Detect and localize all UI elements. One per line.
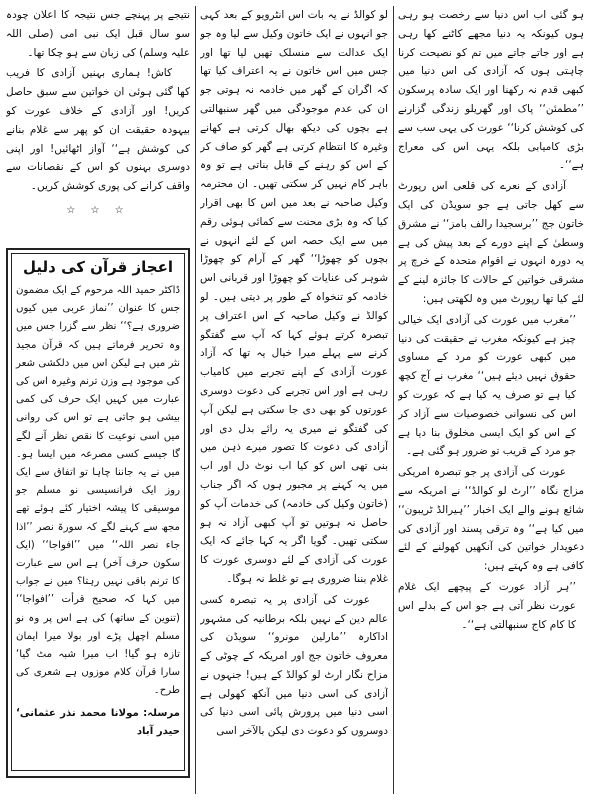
column-right (398, 6, 584, 794)
paragraph: آزادی کے نعرے کی قلعی اس رپورٹ سے کھل جاتی ہے جو سویڈن کی ایک خاتون جج ’’برسجیدا رالف بامز‘‘ نے مشرق وسطیٰ کے اپنے دورے کے بعد پیش کی ہے یہ دورہ انہوں نے اقوام متحدہ کے خرچ پر مشرقی خواتین کے حالات کا جائزہ لینے کے لئے کیا تھا رپورٹ میں وہ لکھتی ہیں: (398, 180, 584, 305)
article-title: اعجاز قرآن کی دلیل (23, 258, 173, 276)
paragraph: عورت کی آزادی پر جو تبصرہ امریکی مزاج نگاہ ’’ارٹ لو کوالڈ‘‘ نے امریکہ سے شائع ہونے والے ایک اخبار ’’ہیرالڈ ٹریبون‘‘ میں کیا ہے‘‘ وہ ترقی پسند اور آزادی کی دعویدار خواتین کی آنکھیں کھولنے کے لئے کافی ہے وہ کہتے ہیں: (398, 466, 584, 573)
paragraph: ہو گئی اب اس دنیا سے رخصت ہو رہی ہوں کیونکہ یہ دنیا مجھے کاٹنے کھا رہی ہے اور جاتے جاتے میں تم کو نصیحت کرنا چاہتی ہوں کہ آزادی کی اس دنیا میں کبھی قدم نہ رکھنا اور ایک سادہ پرسکون ’’مطمئن‘‘ پاک اور گھریلو زندگی گزارنے کی کوشش کرنا‘‘ عورت کی یہی سب سے بڑی کامیابی بلکہ یہی اس کی معراج ہے‘‘۔ (398, 9, 584, 172)
column-middle (200, 6, 388, 794)
block-quote: ’’ہر آزاد عورت کے پیچھے ایک غلام عورت نظر آتی ہے جو اس کے بدلے اس کا کام کاج سنبھالتی ہے‘‘۔ (398, 580, 576, 631)
column-left (6, 6, 190, 244)
boxed-article (6, 248, 190, 778)
paragraph: لو کوالڈ نے یہ بات اس انٹرویو کے بعد کہی جو انہوں نے ایک خاتون وکیل سے لیا وہ جو ایک عدالت سے منسلک تھیں لیا تھا اور جس میں اس خاتون نے یہ اعتراف کیا تھا کہ اگران کے گھر میں خادمہ نہ ہوتی جو ان کی عدم موجودگی میں گھر سنبھالتی ہے بچوں کی دیکھ بھال کرتی ہے کھانے وغیرہ کا انتظام کرتی ہے گھر کو صاف کر کے اس کو رہنے کے قابل بناتی ہے تو وہ باہر کام نہیں کر سکتی تھیں۔ ان محترمہ وکیل صاحبہ نے بعد میں اس کا بھی اقرار کیا کہ وہ بڑی محنت سے کمائی ہوئی رقم میں سے ایک حصہ اس کے لئے انہوں نے بچوں کو چھوڑا‘‘ گھر کے آرام کو چھوڑا شوہر کی عنایات کو چھوڑا اور قربانی اس خادمہ کو تنخواہ کے طور پر دیتی ہیں۔ لو کوالڈ نے وکیل صاحبہ کے اس اعتراف پر تبصرہ کرتے ہوئے کہا کہ آپ سے گفتگو کرنے سے پہلے میرا خیال یہ تھا کہ آزاد عورت آزادی کے اپنے تجربے میں کامیاب رہی ہے اور اس تجربے کی دعوت دوسری عورتوں کو بھی دی جا سکتی ہے لیکن آپ کی گفتگو نے میری یہ رائے بدل دی اور آزادی کی دعوت کا تصور میرے ذہن میں بنی تھی اس کو کیا اب نوٹ دل اور اب میں یہ کہنے پر مجبور ہوں کہ اگر جناب (خاتون وکیل کی خادمہ) کی خدمات آپ کو حاصل نہ ہوتیں تو آپ کبھی آزاد نہ ہو سکتی تھیں۔ گویا اگر یہ کہا جائے کہ ایک عورت کی آزادی کے لئے دوسری عورت کا غلام بننا ضروری ہے تو غلط نہ ہوگا۔ (200, 9, 388, 585)
block-quote: ’’مغرب میں عورت کی آزادی ایک خیالی چیز ہے کیونکہ مغرب نے حقیقت کی دنیا میں کبھی عورت کو مرد کے مساوی حقوق نہیں دیئے ہیں‘‘ مغرب نے آج کچھ کیا ہے تو صرف یہ کیا ہے کہ عورت کو اس کی نسوانی خصوصیات سے آزاد کر کے اس کو ایک ایسی مخلوق بنا دیا ہے جو مرد کے قریب تو ضرور ہو گئی ہے۔ (398, 313, 576, 458)
paragraph: عورت کی آزادی پر یہ تبصرہ کسی عالم دین کے نہیں بلکہ برطانیہ کی مشہور اداکارہ ’’مارلین مونرو‘‘ سویڈن کی معروف خاتون جج اور امریکہ کے چوٹی کے مزاح نگار ارٹ لو کوالڈ کے ہیں! جنہوں نے آزادی کی اسی دنیا میں آنکھ کھولی ہے اسی دنیا میں پرورش پائی اسی دنیا کی دوسروں کو دعوت دی لیکن بالآخر اسی (200, 593, 388, 738)
article-signature: مرسلہ: مولانا محمد نذر عثمانی‘ حیدر آباد (16, 707, 180, 737)
section-separator: ☆ ☆ ☆ (66, 204, 130, 216)
column-divider (195, 6, 196, 794)
paragraph: کاش! ہماری بہنیں آزادی کا فریب کھا گئی ہوئی ان خواتین سے سبق حاصل کریں! اور آزادی کے خلاف عورت کو بیہودہ حقیقت ان کو پھر سے غلام بنانے کی کوشش ہے‘‘ آواز اٹھائیں! اور اپنی دوسری بہنوں کو اس کے نقصانات سے واقف کرانے کی پوری کوشش کریں۔ (6, 67, 190, 193)
boxed-article-inner (11, 253, 185, 771)
article-body: ڈاکٹر حمید اللہ مرحوم کے ایک مضمون جس کا عنوان ’’نماز عربی میں کیوں ضروری ہے؟‘‘ نظر سے گزرا جس میں وہ تحریر فرماتے ہیں کہ قرآن مجید نثر میں ہے لیکن اس میں دلکشی شعر کی موجود ہے وزن ترنم وغیرہ اس کی عبارت میں کہیں ایک حرف کی کمی بیشی ہو جاتی ہے تو اس کی روانی میں اسی نوعیت کا نقص نظر آنے لگے گا جیسے کسی مصرعہ میں ایسا ہو۔ میں نے یہ جاننا چاہا تو اتفاق سے ایک روز ایک فرانسیسی نو مسلم جو موسیقی کا پیشہ اختیار کئے ہوئے تھے مجھ سے کہنے لگے کہ سورۃ نصر ’’اذا جاء نصر اللہ‘‘ میں ’’افواجا‘‘ (ایک سکون حرف آخر) ہے اس سے عبارت کا ترنم باقی نہیں رہتا؟ میں نے جواب میں کہا کہ صحیح قرأت ’’افواجا‘‘ (تنوین کے ساتھ) کی ہے اس پر وہ نو مسلم اچھل پڑے اور بولا میرا ایمان تازہ ہو گیا! اب میرا شبہ مٹ گیا‘ سارا قرآن کلام موزوں ہے شعری کی طرح۔ (16, 285, 180, 697)
column-divider (393, 6, 394, 794)
paragraph: نتیجے پر پہنچے جس نتیجہ کا اعلان چودہ سو سال قبل ایک نبی امی (صلی اللہ علیہ وسلم) کی زبان سے ہو چکا تھا۔ (6, 9, 190, 59)
